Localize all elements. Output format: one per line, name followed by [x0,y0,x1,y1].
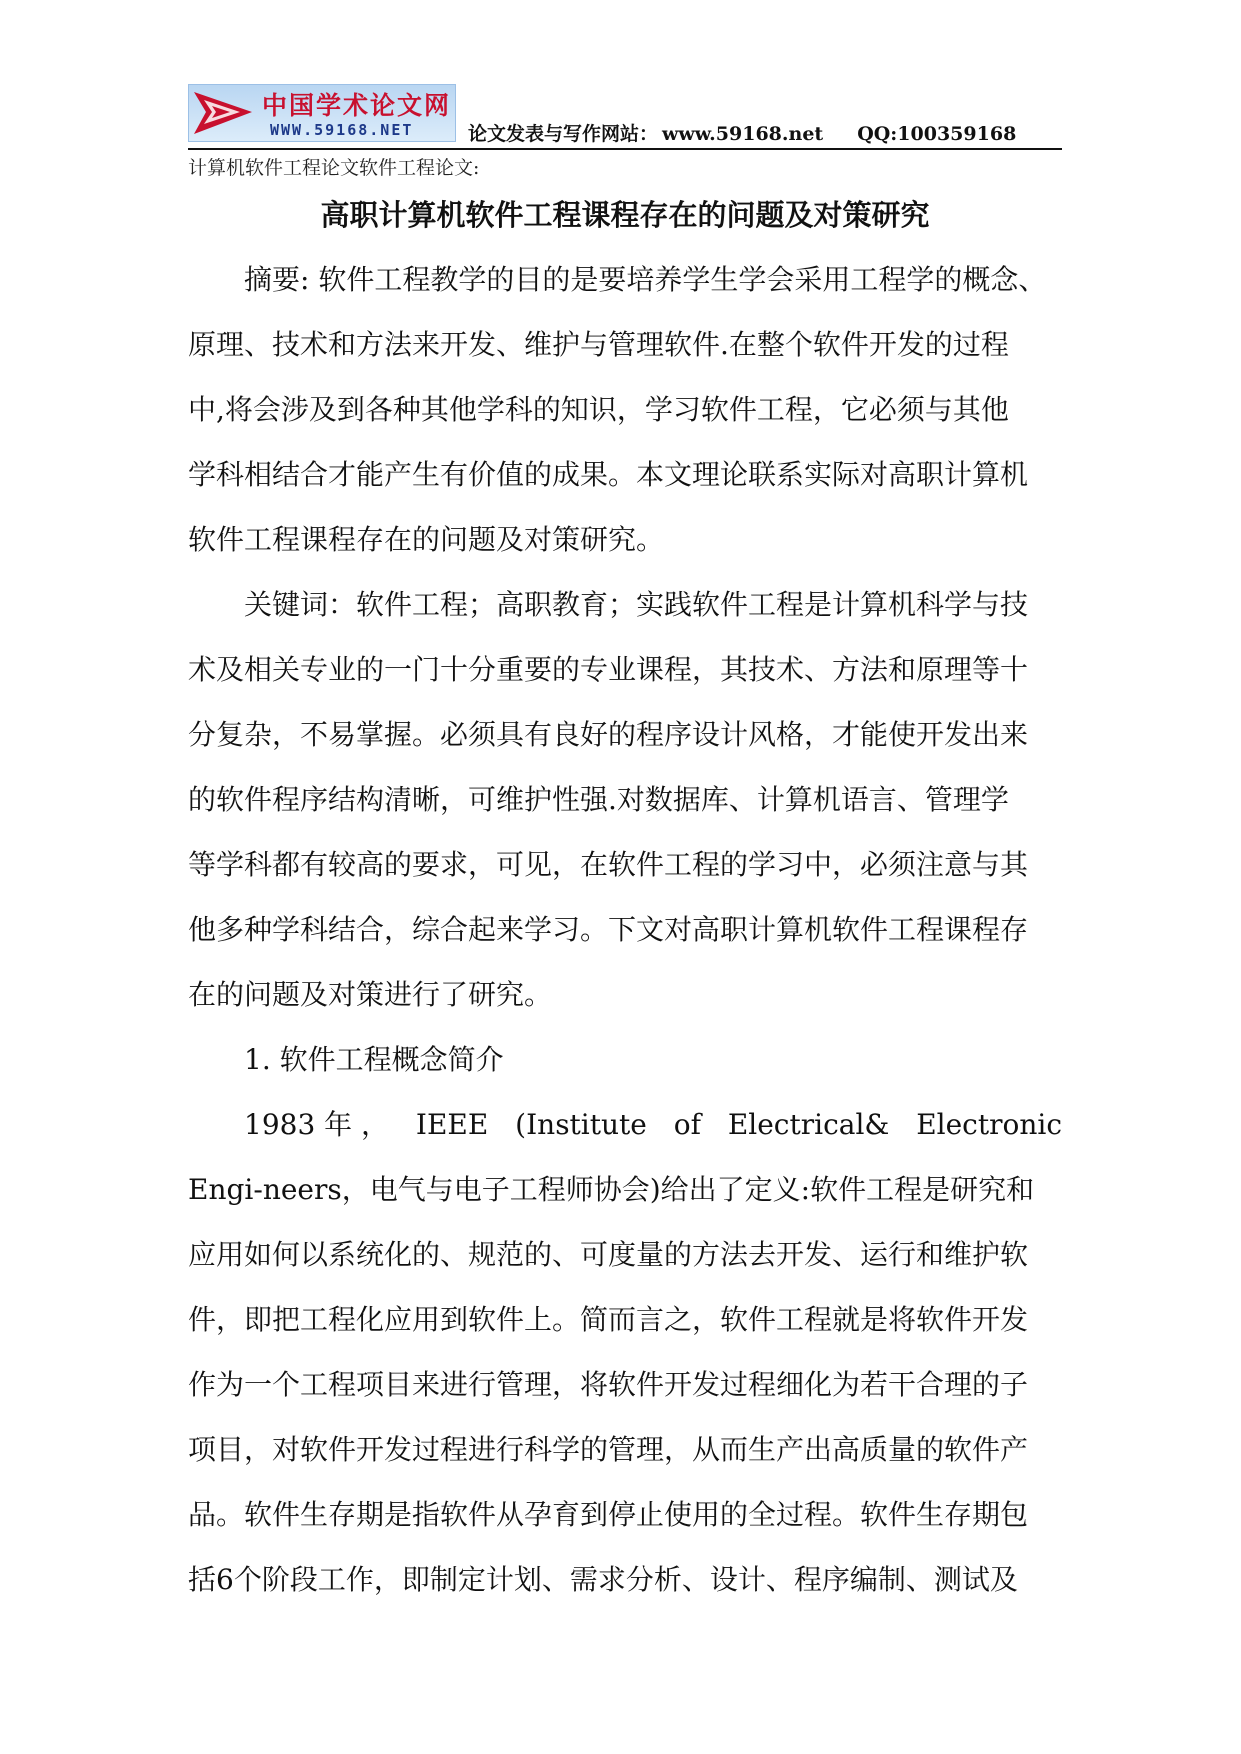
header-divider [188,148,1062,150]
text-line: 件，即把工程化应用到软件上。简而言之，软件工程就是将软件开发 [188,1303,1029,1336]
text-line: 等学科都有较高的要求，可见，在软件工程的学习中，必须注意与其 [188,848,1029,881]
text-line: 作为一个工程项目来进行管理，将软件开发过程细化为若干合理的子 [188,1368,1029,1401]
text-line: 学科相结合才能产生有价值的成果。本文理论联系实际对高职计算机 [188,458,1029,491]
section-heading: 1. 软件工程概念简介 [244,1043,504,1076]
text-line: 软件工程课程存在的问题及对策研究。 [188,523,665,556]
site-logo [188,84,456,142]
ieee-word: 1983 年 ， [244,1108,390,1141]
text-line: 分复杂，不易掌握。必须具有良好的程序设计风格，才能使开发出来 [188,718,1029,751]
ieee-word: Electronic [916,1108,1062,1141]
qq-number: QQ:100359168 [857,123,1017,145]
header-contact-info [468,119,1016,146]
text-line: 品。软件生存期是指软件从孕育到停止使用的全过程。软件生存期包 [188,1498,1029,1531]
site-url-link[interactable]: www.59168.net [662,123,824,145]
text-line: 括6个阶段工作，即制定计划、需求分析、设计、程序编制、测试及 [188,1563,1018,1596]
text-line: 在的问题及对策进行了研究。 [188,978,553,1011]
keywords-line: 关键词：软件工程；高职教育；实践软件工程是计算机科学与技 [244,588,1029,621]
logo-url: WWW.59168.NET [270,121,414,139]
text-line: 原理、技术和方法来开发、维护与管理软件.在整个软件开发的过程 [188,328,1009,361]
ieee-line [188,1105,1062,1170]
ieee-word: Electrical& [727,1108,890,1141]
ieee-word: of [673,1108,701,1141]
text-line: 的软件程序结构清晰，可维护性强.对数据库、计算机语言、管理学 [188,783,1009,816]
ieee-word: (Institute [515,1108,647,1141]
abstract-line: 摘要: 软件工程教学的目的是要培养学生学会采用工程学的概念、 [244,263,1047,296]
text-line: 中,将会涉及到各种其他学科的知识，学习软件工程，它必须与其他 [188,393,1009,426]
article-body [188,260,1062,1625]
text-line: Engi-neers，电气与电子工程师协会)给出了定义:软件工程是研究和 [188,1173,1035,1206]
text-line: 他多种学科结合，综合起来学习。下文对高职计算机软件工程课程存 [188,913,1029,946]
text-line: 应用如何以系统化的、规范的、可度量的方法去开发、运行和维护软 [188,1238,1029,1271]
site-label: 论文发表与写作网站： [468,123,659,145]
logo-title: 中国学术论文网 [262,91,452,120]
category-label: 计算机软件工程论文软件工程论文: [188,157,480,179]
ieee-word: IEEE [415,1108,489,1141]
page-header [188,84,1062,146]
article-title: 高职计算机软件工程课程存在的问题及对策研究 [320,198,930,232]
text-line: 术及相关专业的一门十分重要的专业课程，其技术、方法和原理等十 [188,653,1029,686]
logo-emblem-icon [192,88,254,138]
text-line: 项目，对软件开发过程进行科学的管理，从而生产出高质量的软件产 [188,1433,1029,1466]
